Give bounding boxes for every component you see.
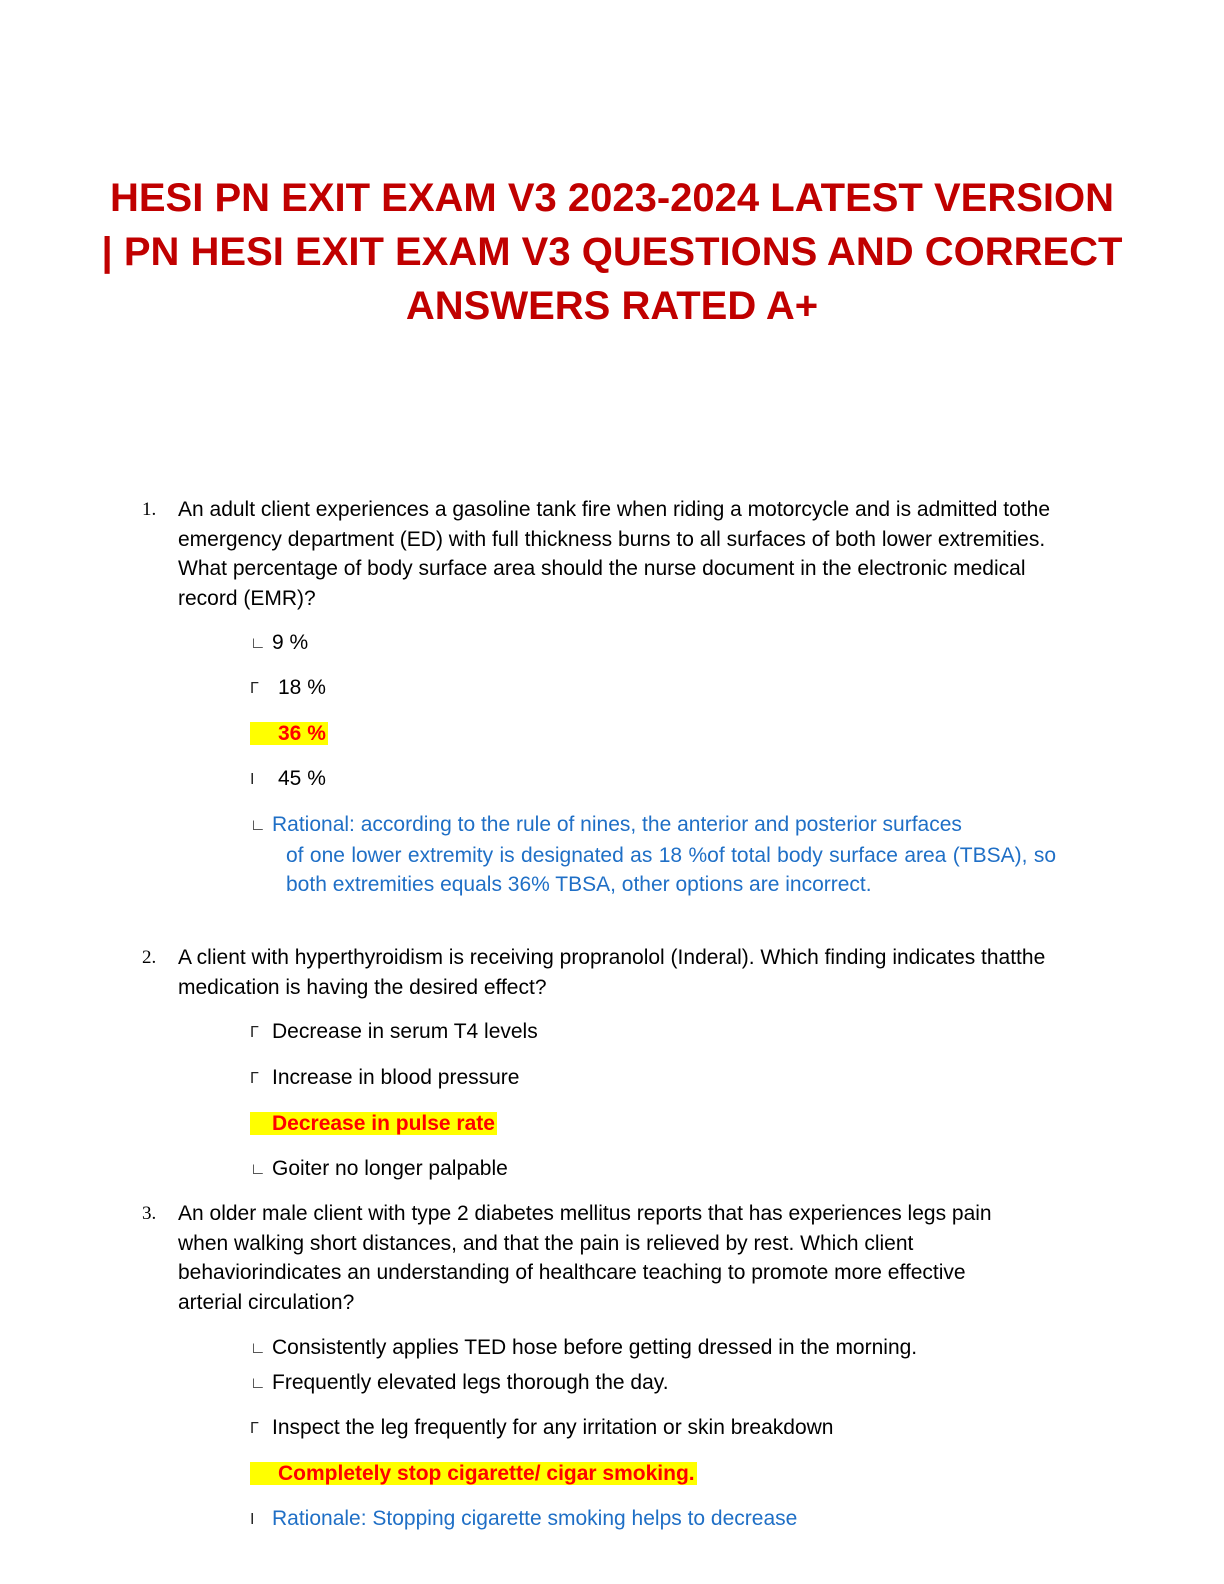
option-marker-icon: Г <box>250 680 259 697</box>
option-text: 18 % <box>278 676 326 699</box>
option-marker-icon: ∟ <box>250 726 266 743</box>
answer-option <box>250 1154 508 1184</box>
option-text: 45 % <box>278 767 326 790</box>
option-marker-icon: ∟ <box>250 1375 266 1392</box>
option-marker-icon: ∟ <box>250 1466 266 1483</box>
rationale <box>250 1504 797 1534</box>
document-title: HESI PN EXIT EXAM V3 2023-2024 LATEST VERSION | PN HESI EXIT EXAM V3 QUESTIONS AND CORRECT ANSWERS RATED A+ <box>101 176 1123 328</box>
option-text: Decrease in pulse rate <box>272 1112 495 1135</box>
rationale-marker-icon: ∟ <box>250 817 266 834</box>
option-text: 9 % <box>272 631 309 654</box>
answer-option <box>250 1413 833 1443</box>
option-marker-icon: ∟ <box>250 1116 266 1133</box>
question-number: 1. <box>142 499 157 520</box>
option-text: Goiter no longer palpable <box>272 1157 508 1180</box>
answer-option <box>250 1063 519 1093</box>
question-text: An adult client experiences a gasoline tank fire when riding a motorcycle and is admitted tothe emergency department (ED) with full thickness burns to all surfaces of both lower extremities. What percentage of body surface area should the nurse document in the electronic medical record (EMR)? <box>178 498 1050 610</box>
question-text: A client with hyperthyroidism is receiving propranolol (Inderal). Which finding indicates thatthe medication is having the desired effect? <box>178 946 1046 999</box>
option-text: 36 % <box>278 722 326 745</box>
correct-answer-option <box>250 1459 697 1489</box>
option-marker-icon: Г <box>250 1024 259 1041</box>
option-text: Inspect the leg frequently for any irritation or skin breakdown <box>272 1416 834 1439</box>
option-text: Frequently elevated legs thorough the day. <box>272 1371 669 1394</box>
option-text: Decrease in serum T4 levels <box>272 1020 538 1043</box>
option-text: Increase in blood pressure <box>272 1066 520 1089</box>
correct-answer-option <box>250 719 328 749</box>
option-text: Consistently applies TED hose before getting dressed in the morning. <box>272 1336 918 1359</box>
rationale-marker-icon: I <box>250 1511 255 1528</box>
answer-option <box>250 628 308 658</box>
option-text: Completely stop cigarette/ cigar smoking. <box>278 1462 695 1485</box>
option-marker-icon: ∟ <box>250 1340 266 1357</box>
option-marker-icon: Г <box>250 1070 259 1087</box>
answer-option <box>250 1333 917 1363</box>
option-marker-icon: Г <box>250 1420 259 1437</box>
question-number: 2. <box>142 947 157 968</box>
option-marker-icon: ∟ <box>250 635 266 652</box>
option-marker-icon: I <box>250 771 255 788</box>
rationale <box>250 810 1056 900</box>
answer-option <box>250 1017 538 1047</box>
answer-option <box>250 1368 669 1398</box>
option-marker-icon: ∟ <box>250 1161 266 1178</box>
question-text: An older male client with type 2 diabetes mellitus reports that has experiences legs pain when walking short distances, and that the pain is relieved by rest. Which client behaviorindicates an understanding of healthcare teaching to promote more effective arterial circulation? <box>178 1202 992 1314</box>
answer-option <box>250 764 326 794</box>
rationale-text: Rational: according to the rule of nines, the anterior and posterior surfaces <box>272 813 962 836</box>
question-number: 3. <box>142 1203 157 1224</box>
rationale-text-continued: of one lower extremity is designated as 18 %of total body surface area (TBSA), so both extremities equals 36% TBSA, other options are incorrect. <box>286 843 1056 896</box>
answer-option <box>250 673 326 703</box>
rationale-text: Rationale: Stopping cigarette smoking helps to decrease <box>272 1507 798 1530</box>
correct-answer-option <box>250 1109 497 1139</box>
